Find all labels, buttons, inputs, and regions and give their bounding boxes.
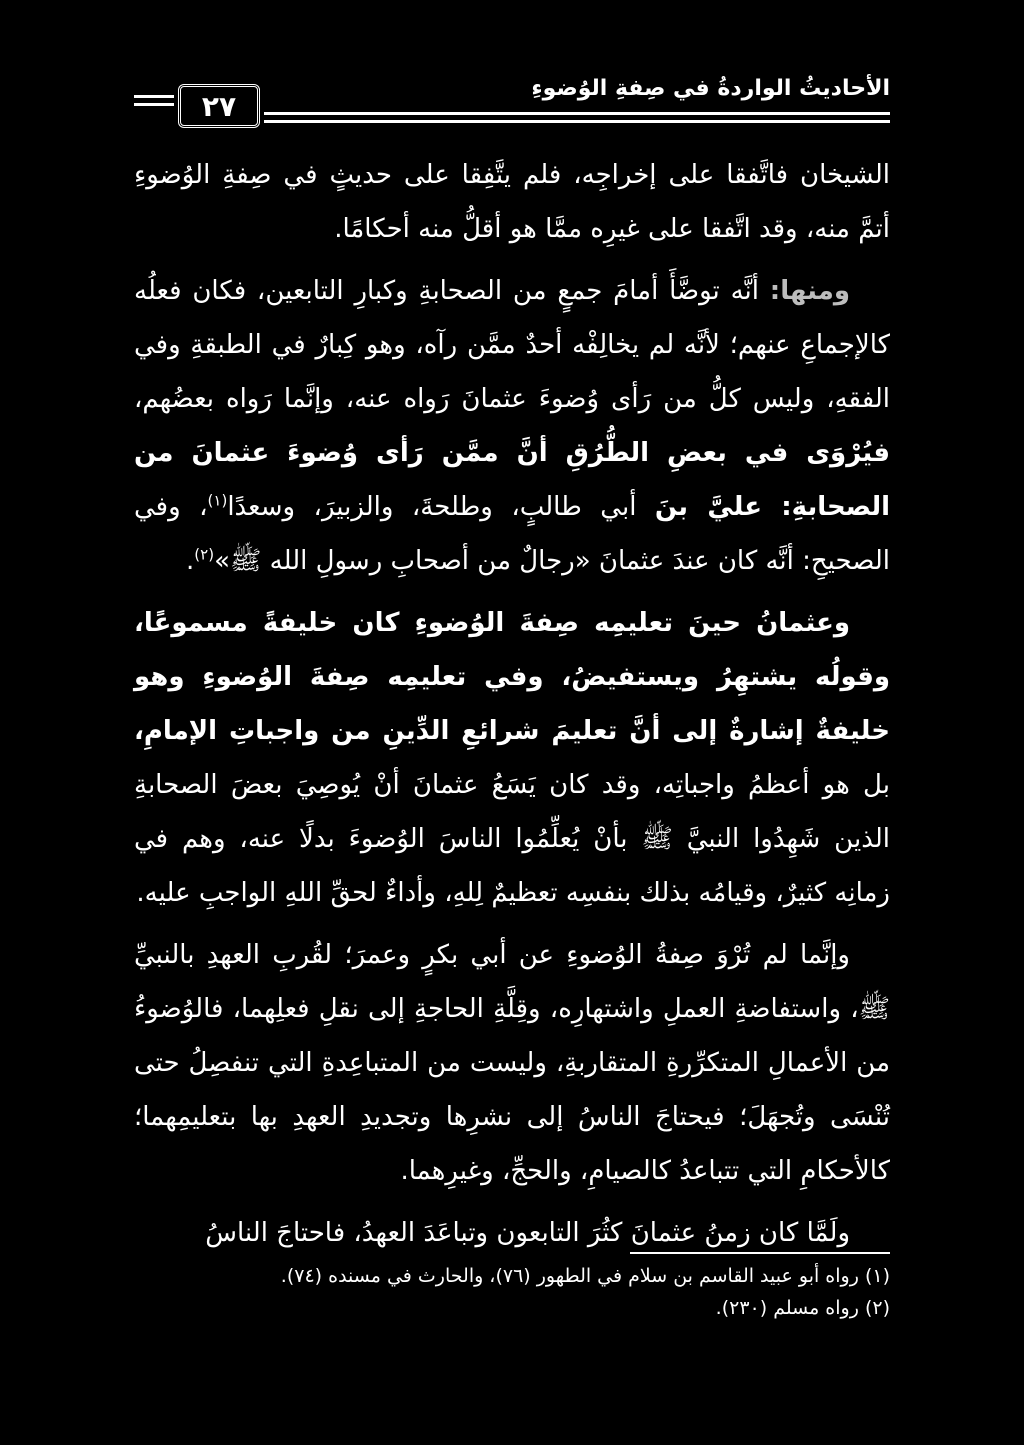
header-rule-right-top [264, 112, 890, 115]
paragraph-3-text: بل هو أعظمُ واجباتِه، وقد كان يَسَعُ عثمانَ أنْ يُوصِيَ بعضَ الصحابةِ الذين شَهِدُوا النبيَّ ﷺ بأنْ يُعلِّمُوا الناسَ الوُضوءَ بدلًا عنه، وهم في زمانِه كثيرٌ، وقيامُه بذلك بنفسِه تعظيمٌ لِلهِ، وأداءٌ لحقِّ اللهِ الواجبِ عليه. [134, 770, 890, 908]
running-title: الأحاديثُ الواردةُ في صِفةِ الوُضوءِ [531, 76, 890, 101]
footnote-1-num: (١) [864, 1265, 890, 1287]
paragraph-2-bold: فيُرْوَى في بعضِ الطُّرُقِ أنَّ ممَّن رَأى وُضوءَ عثمانَ من الصحابةِ: عليَّ بنَ [134, 438, 891, 522]
footnote-1 [134, 1260, 890, 1292]
header-rule-right-bottom [264, 120, 890, 123]
paragraph-1-text: الشيخان فاتَّفقا على إخراجِه، فلم يتَّفِقا على حديثٍ في صِفةِ الوُضوءِ أتمَّ منه، وقد اتَّفقا على غيرِه ممَّا هو أقلُّ منه أحكامًا. [134, 160, 890, 244]
paragraph-3-bold: وعثمانُ حينَ تعليمِه صِفةَ الوُضوءِ كان خليفةً مسموعًا، وقولُه يشتهِرُ ويستفيضُ، وفي تعليمِه صِفةَ الوُضوءِ وهو خليفةٌ إشارةٌ إلى أنَّ تعليمَ شرائعِ الدِّينِ من واجباتِ الإمامِ، [134, 608, 890, 746]
footnote-ref-1[interactable]: (١) [207, 491, 228, 510]
paragraph-4 [134, 928, 890, 1198]
footnote-2-text: رواه مسلم (٢٣٠). [715, 1297, 859, 1319]
header-rule-left-top [134, 95, 174, 98]
paragraph-1 [134, 148, 890, 256]
paragraph-4-text: وإنَّما لم تُرْوَ صِفةُ الوُضوءِ عن أبي بكرٍ وعمرَ؛ لقُربِ العهدِ بالنبيِّ ﷺ، واستفاضةِ العملِ واشتهارِه، وقِلَّةِ الحاجةِ إلى نقلِ فعلِهما، فالوُضوءُ من الأعمالِ المتكرِّرةِ المتقاربةِ، وليست من المتباعِدةِ التي تنفصِلُ حتى تُنْسَى وتُجهَلَ؛ فيحتاجَ الناسُ إلى نشرِها وتجديدِ العهدِ بها بتعليمِهما؛ كالأحكامِ التي تتباعدُ كالصيامِ، والحجِّ، وغيرِهما. [134, 940, 890, 1186]
paragraph-2-text3: ، وفي الصحيحِ: أنَّه كان عندَ عثمانَ «رجالٌ من أصحابِ رسولِ الله ﷺ» [134, 492, 890, 576]
paragraph-2-lead: ومنها: [769, 276, 850, 306]
header-rule-left-bottom [134, 103, 174, 106]
footnote-separator [630, 1252, 890, 1254]
footnote-1-text: رواه أبو عبيد القاسم بن سلام في الطهور (٧٦)، والحارث في مسنده (٧٤). [280, 1265, 859, 1287]
paragraph-2-text2: أبي طالبٍ، وطلحةَ، والزبيرَ، وسعدًا [227, 492, 655, 522]
paragraph-2-text: أنَّه توضَّأَ أمامَ جمعٍ من الصحابةِ وكبارِ التابعين، فكان فعلُه كالإجماعِ عنهم؛ لأنَّه لم يخالِفْه أحدٌ ممَّن رآه، وهو كِبارٌ في الطبقةِ وفي الفقهِ، وليس كلُّ من رَأى وُضوءَ عثمانَ رَواه عنه، وإنَّما رَواه بعضُهم، [134, 276, 890, 414]
paragraph-2-text4: . [186, 546, 195, 576]
page-number: ٢٧ [178, 84, 260, 128]
paragraph-5-text: ولَمَّا كان زمنُ عثمانَ كثُرَ التابعون وتباعَدَ العهدُ، فاحتاجَ الناسُ [205, 1218, 850, 1248]
page-header [134, 76, 890, 132]
paragraph-3 [134, 596, 890, 920]
footnotes [134, 1260, 890, 1324]
footnote-2 [134, 1292, 890, 1324]
footnote-2-num: (٢) [864, 1297, 890, 1319]
paragraph-2 [134, 264, 890, 588]
main-text [134, 148, 890, 1268]
footnote-ref-2[interactable]: (٢) [194, 545, 215, 564]
